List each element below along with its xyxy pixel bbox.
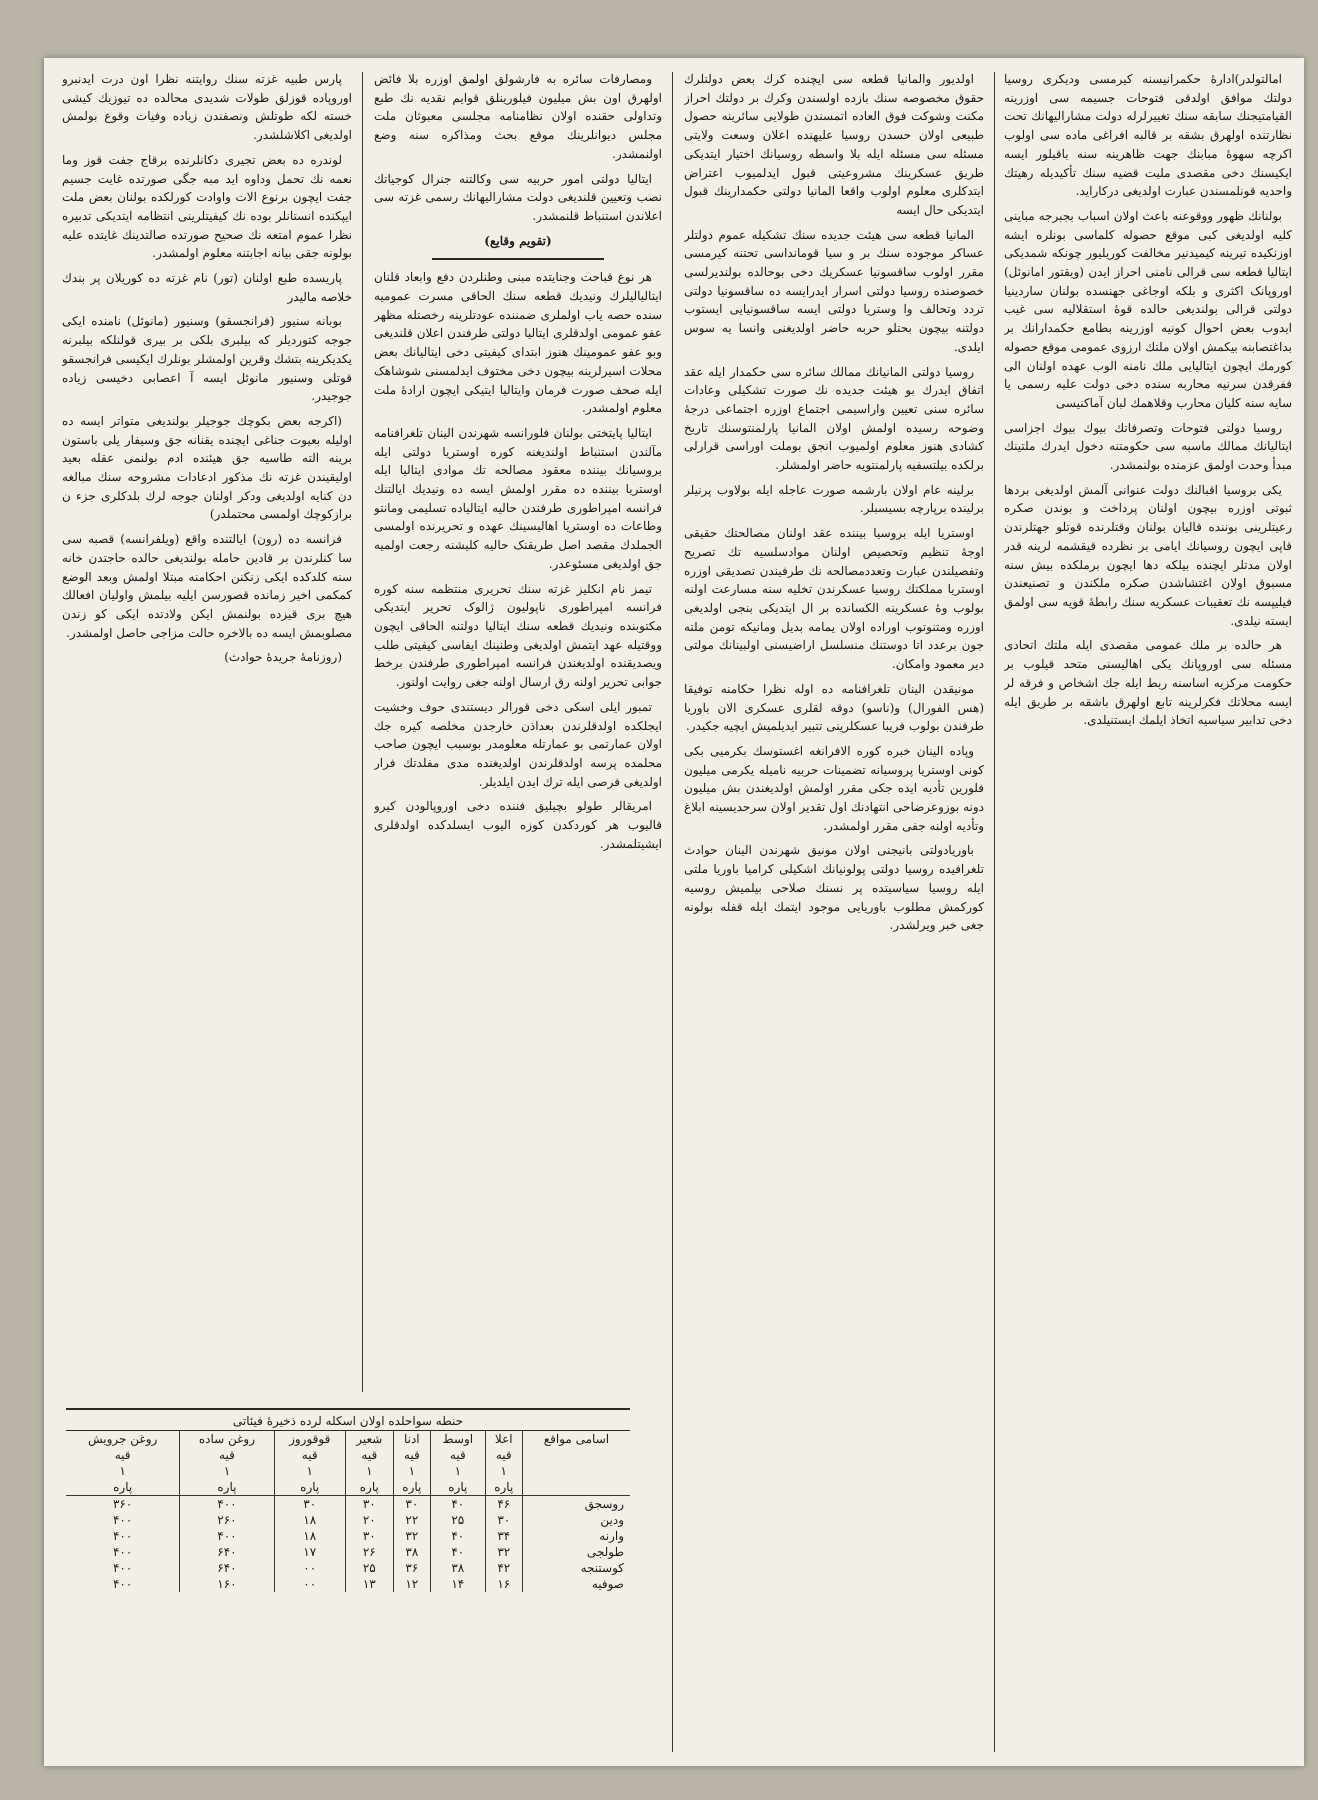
column-4 [62, 70, 352, 1390]
unit-cell [522, 1463, 630, 1479]
unit-cell [522, 1447, 630, 1463]
paragraph: بولنانك ظهور ووقوعنه باعث اولان اسباب بجبرجه مباینی کلیه اولدیغی کبی موقع حصوله کلماسی بونلره ایشه اوزنکیده تیرینه کیمیدنیر مخالفت کوریلیور چونکه شمدیکی ایتالیا قطعه سی قرالی نامنی احراز ایدن (ویقتور امانوئل) اوروپانک اکثری و بلکه اوجاغی جهنسده بولنان ساردینیا دولتی قرالی بولندیغی حالده قوهٔ استقلالیه سی غیب ایدوب بعض احوال کونیه اوزرینه بطامع حکمدارانك بر بداغتصابنه بیکمش اولان ملتك ارزوی عمومی موقع حصوله کورمك ایچون ایتالیایی ملك نامنه الوب عهده اولنان الی ففرقدن سرنیه محاربه سنده دخی دولت علیه رسمی یا سایه سنه کلیان محارب وقلاهمك لبان آماکنیسی [1004, 208, 1292, 410]
price-cell: ۲۲ [393, 1512, 430, 1528]
price-cell: ۰۰ [274, 1560, 345, 1576]
unit-cell: پاره [180, 1479, 274, 1496]
paragraph: (اکرجه بعض بکوچك جوجیلر بولندیغی متواتر ایسه ده اولیله بعیوت جناغی ایچنده یقنانه جق وسیفار یلی باستون برینه الته طاسیه جق هیئنده ادم بولنمی عقله بعید اولیقیندن غزته نك مذکور ادعادات مشروحه سنك مبالغه دن کنایه اولدیغی ودکر اولنان جوجه لرك بلدکلری جزء ن برازکوچك اولمسی محتملدر) [62, 413, 352, 522]
location-cell: صوفیه [522, 1576, 630, 1592]
price-cell: ۱۴ [430, 1576, 485, 1592]
price-cell: ۴۰ [430, 1496, 485, 1513]
price-cell: ۱۸ [274, 1512, 345, 1528]
price-cell: ۳۶ [393, 1560, 430, 1576]
price-cell: ۳۲ [393, 1528, 430, 1544]
unit-cell: پاره [485, 1479, 522, 1496]
paragraph: روسیا دولتی فتوحات وتصرفاتك بیوك بیوك اجزاسی ایتالیانك ممالك ماسبه سی حکومتنه دخول ایدرك ملتینك مبدأ وحدت اولمق عزمنده بولنمشدر. [1004, 420, 1292, 473]
unit-row [66, 1463, 630, 1479]
table-row [66, 1528, 630, 1544]
price-cell: ۱۶ [485, 1576, 522, 1592]
paragraph: (روزنامهٔ جریدهٔ حوادث) [224, 650, 342, 665]
column-header: ادنا [393, 1431, 430, 1447]
price-cell: ۲۵ [430, 1512, 485, 1528]
paragraph: المانیا قطعه سی هیئت جدیده سنك تشکیله عموم دولتلر عساکر موجوده سنك بر و سیا قومانداسی تحتنه کیرمسی مقرر اولوب ساقسونیا عسکریك دخی بوحالده بولندیرلسی خصوصنده روسیا دولتی اسرار ایدرایسه ده ساقسونیا دولتی تردد وتحالف وا وستریا دولتی ایسه ساقسونیایی ایستوب دولتنه بیچون بحتلو حربه حاضر اولدیغنی وانسا یه سوس ایلدی. [684, 227, 984, 354]
table-row [66, 1496, 630, 1513]
price-cell: ۴۰۰ [112, 1577, 133, 1591]
price-cell: ۳۰ [345, 1496, 393, 1513]
price-cell: ۳۲ [485, 1544, 522, 1560]
price-cell: ۱۸ [274, 1528, 345, 1544]
unit-row [66, 1479, 630, 1496]
unit-cell: قیه [393, 1447, 430, 1463]
column-1 [1004, 70, 1292, 1752]
unit-cell: پاره [66, 1479, 180, 1496]
location-cell: روسجق [522, 1496, 630, 1513]
unit-cell: پاره [393, 1479, 430, 1496]
paragraph: ایتالیا پایتختی بولنان فلورانسه شهرندن الینان تلغرافنامه مآلندن استنباط اولندیغنه کوره اوستریا دولتی ایله بروسیانك بیننده معقود مصالحه تك موادی ایتالیا ایله اوستریا بیننده ده مقرر اولمش ایسه ده ونیدیك ایالتنك فرانسه امپراطوری طرفندن حالیه ایتالیاده تسلیمی ومانتو وطاعات ده اوستریا اهالیسینك عهده و تحریرنده اولمسی الجملدك مقصد اصل طریقنک حالیه کلیشنه رجعت اولمیه جق اولدیغی مسئوعدر. [374, 425, 662, 571]
price-cell: ۳۰ [485, 1512, 522, 1528]
price-cell: ۳۸ [430, 1560, 485, 1576]
price-table-grid [66, 1431, 630, 1592]
price-cell: ۳۶۰ [112, 1497, 133, 1511]
paragraph: اولدیور والمانیا قطعه سی ایچنده کرك بعض دولتلرك حقوق مخصوصه سنك بازده اولسندن وکرك بر دولتك احراز مکنت وشوکت فوق العاده اتمسندن طولایی سائرینه حصول طبیعی اولان حسدن روسیا علیهنده اعلان وسعت ولایتی مسئله سی مسئله ایله بلا واسطه روسیانك اختیار ایتدیکی طریق عسکرینك مشروعیتی قبول ایدلمیوب اعتراض ایتدکلری معلوم اولوب واقعا المانیا دولتی حکمدارینك قبول ایتدیکی حال ایسه [684, 72, 984, 217]
price-cell: ۱۳ [345, 1576, 393, 1592]
paragraph: پارس طبیه غزته سنك روایتنه نظرا اون درت ایدنبرو اوروپاده قوزلق طولات شدیدی محالده ده تیوزیك کیشی خسته لکه طوتلش ونصفندن زیاده وفیات وقوع بولمش اولدیغی اکلاشلشدر. [62, 72, 352, 143]
column-header: اعلا [485, 1431, 522, 1447]
price-cell: ۴۲ [485, 1560, 522, 1576]
price-cell: ۴۰۰ [112, 1561, 133, 1575]
location-cell: ودین [522, 1512, 630, 1528]
price-cell: ۴۰ [430, 1528, 485, 1544]
column-3 [374, 70, 662, 1390]
location-cell: وارنه [522, 1528, 630, 1544]
paragraph: فرانسه ده (رون) ایالتنده واقع (ویلفرانسه) قصبه سی سا کنلرندن بر قادین حامله بولندیغی حالده حاجتدن خانه سنه کلدکده ایکی زنکنن احکامنه مبتلا اولمش وبعد الوضع کمکمی اخیر زمانده قصورسن ایلیه بیلمش واولیان افعالك هیچ بری قیزده بولنمش ایکن ولادتده ایکی کو زندن مصلوبمش ایسه ده بالاخره حالت مزاجی حاصل اولمشدر. [62, 532, 352, 640]
paragraph: ایتالیا دولتی امور حربیه سی وکالتنه جنرال کوجیاتك نصب وتعیین قلندیغی دولت مشارالیهانك رسمی غزته سی اعلاندن استنباط قلنمشدر. [374, 171, 662, 223]
paragraph: امالتولدر)ادارهٔ حکمرانیسنه کیرمسی ودیکری روسیا دولتك موافق اولدقی فتوحات جسیمه سی اوزرینه القیامتیجنك سابقه سنك تغییرلرله دولت مشارالیهانك تحت نظارتنده اولهرق بشقه بر قالبه افراغی ماده سی اولوب اکرچه سهوهٔ مبابنك جهت ظاهرینه سنه باقیلور ایسه ایکیسنك دخی مقصدی ملیت قضیه سنك تأکیدیله رهیتك واحدیه قونلمسندن عبارت اولدیغی درکاراید. [1004, 72, 1292, 199]
table-caption: حنطه سواحلده اولان اسکله لرده ذخیرهٔ فیئاتی [66, 1408, 630, 1431]
column-header: اسامی مواقع [522, 1431, 630, 1447]
column-rule [672, 72, 673, 1752]
price-cell: ۳۰ [393, 1496, 430, 1513]
table-row [66, 1560, 630, 1576]
unit-cell: ۱ [180, 1463, 274, 1479]
column-rule [362, 72, 363, 1392]
unit-cell: پاره [274, 1479, 345, 1496]
price-cell: ۲۵ [345, 1560, 393, 1576]
price-cell: ۲۶۰ [180, 1512, 274, 1528]
price-cell: ۲۶ [345, 1544, 393, 1560]
paragraph: امریقالر طولو بچیلیق فننده دخی اوروپالودن کیرو قالیوب هر کوردکدن کوزه الیوب ایسلدکده اولدقلری ایشیتلمشدر. [374, 799, 662, 851]
location-cell: کوستنجه [522, 1560, 630, 1576]
table-row [66, 1512, 630, 1528]
price-cell: ۳۴ [485, 1528, 522, 1544]
price-cell: ۴۶ [485, 1496, 522, 1513]
price-cell: ۴۰۰ [112, 1529, 133, 1543]
price-cell: ۳۸ [393, 1544, 430, 1560]
location-cell: طولجی [522, 1544, 630, 1560]
price-cell: ۰۰ [274, 1576, 345, 1592]
price-cell: ۴۰۰ [112, 1545, 133, 1559]
price-cell: ۴۰۰ [180, 1496, 274, 1513]
price-cell: ۴۰۰ [112, 1513, 133, 1527]
column-header: اوسط [430, 1431, 485, 1447]
price-cell: ۱۶۰ [180, 1576, 274, 1592]
unit-cell: قیه [114, 1448, 131, 1462]
paragraph: لوندره ده بعض تجیری دکانلرنده برقاج جفت قوز وما نعمه نك تحمل وداوه اید مبه جگی صورتده غایت جسیم جفت ایچون برنوع الات واوادت کورلکده بولنان بعض ملت ایپکنده انستانلر بوده نك کیفیتلرینی انتظامه ایتدیکی تدبیره نظرا عموم امتعه نك صحیح صورتده صالتدینك غایتده علیه بولونه جقی بیانه اجابتنه معلوم اولمشدر. [62, 152, 352, 261]
unit-cell: ۱ [274, 1463, 345, 1479]
unit-cell: ۱ [119, 1464, 126, 1478]
unit-cell: پاره [345, 1479, 393, 1496]
unit-cell: قیه [274, 1447, 345, 1463]
unit-row [66, 1447, 630, 1463]
paragraph: ومصارفات سائره به فارشولق اولمق اوزره بلا فائض اولهرق اون بش میلیون فیلورینلق قوایم نقدیه نك طبع وتداولی حقنده اولان نظامنامه مجلسی معبوثان ملت مجلس دیوانلرینك موقع بحث ومذاکره سنه وضع اولنمشدر. [374, 72, 662, 161]
unit-cell [522, 1479, 630, 1496]
unit-cell: قیه [345, 1447, 393, 1463]
unit-cell: قیه [430, 1447, 485, 1463]
price-cell: ۶۴۰ [180, 1544, 274, 1560]
paragraph: تیمز نام انکلیز غزته سنك تحریری منتظمه سنه کوره فرانسه امپراطوری ناپولیون ژالوک تحریر ایتدیکی مکتوبنده ونیدیك قطعه سنك ایتالیا دولتنه الحاقی ایچون ووقتیله عهد ایتمش اولدیغی وطنینك ایفاسی کیفیتی طلب ویصدیقنده اولدیغندن فرانسه امپراطوری طرفندن برخط جوابی تحریر اولنه رق ارسال اولنه جغی روایت اولنور. [374, 581, 662, 690]
column-header: روغن ساده [180, 1431, 274, 1447]
paragraph: مونیقدن الینان تلغرافنامه ده اوله نظرا حکامنه توفیقا (هس الفورال) و(ناسو) دوقه لقلری عسکری الان باوریا طرفندن بولوب فریبا عسکلرینی تتبیر ایدیلمیش ایچیه جکیدر. [684, 681, 984, 734]
unit-cell: ۱ [485, 1463, 522, 1479]
newspaper-page [44, 58, 1304, 1766]
column-2 [684, 70, 984, 1752]
column-header: روغن جرویش [88, 1432, 158, 1446]
unit-cell: ۱ [345, 1463, 393, 1479]
price-cell: ۲۰ [345, 1512, 393, 1528]
paragraph: اوستریا ایله بروسیا بیننده عقد اولنان مصالحتك حقیقی اوجهٔ تنظیم وتحصیص اولنان موادسلسیه تك تصریح وتفصیلندن عبارت وتعددمصالحه نك طرفیندن تصدیقی اوزره اوستریا مملکتك روسیا عسکرندن تخلیه سنه مسارعت اولنه بولوب وهٔ عسکرینه الکسانده بر ال ایتدیکی بنجی اولدیغی اوزره ومتنوتوب اوراده اولان یمامه بدیل ومانیکه تومن ملته جون برعدد اتا دوستنك منسلسل اراضیسنی اولبینانك مولتی دیر معمود وامکان. [684, 526, 984, 672]
paragraph: وپاده الینان خبره کوره الافرانغه اغستوسك بکرمیی بکی کونی اوستریا پروسیانه تضمینات حربیه نامیله یکرمی میلیون فلورین تأدیه ایده جکی مقرر اولمش اولدیغندن بش میلیون دونه بوزوعرضاحی انتهادنك اول تقدیر اولان سرحدیسینه ابلاغ وتأدیه اولنه جفی مقرر اولمشدر. [684, 743, 984, 833]
source-credit: (تقویم وقایع) [484, 233, 552, 248]
unit-cell: ۱ [393, 1463, 430, 1479]
unit-cell: قیه [485, 1447, 522, 1463]
unit-cell: قیه [180, 1447, 274, 1463]
unit-cell: پاره [430, 1479, 485, 1496]
column-header: شعیر [345, 1431, 393, 1447]
table-row [66, 1576, 630, 1592]
paragraph: روسیا دولتی المانیانك ممالك سائره سی حکمدار ایله عقد اتفاق ایدرك بو هیئت جدیده نك صورت تشکیلی وعادات سائره سنی تعیین واراسیمی اجتماع اوزره اجتماعی درجهٔ وضوحه رسیده اولمش اولان المانیا پارلمنتوسنك تاریخ کشادی هنوز معلوم اولمیوب انجق بوملت اوراسی قرارلی برلکده بیلتسفیه پارلمنتویه حاضر اولمشلر. [684, 364, 984, 473]
section-divider [432, 258, 605, 260]
paragraph: بوبانه سنیور (فرانجسقو) وسنیور (مانوئل) نامنده ایکی جوجه کتوردیلر که بیلبری بلکی بر بیری قولنلکه بیلبرنه یکدیکرینه بتشك وقرین اولمشلر بونلرك ایکیسی فرانجسقو قوتلی وسنیور مانوئل ایسه آ اعصابی دخیسی زیاده جوجیدر. [62, 314, 352, 404]
paragraph: هر حالده بر ملك عمومی مقصدی ایله ملتك اتحادی مسئله سی اوروپانك یکی اهالیسنی متحد قیلوب بر حکومت مركزیه اساسنه ربط ایله جك اشخاص و فرقه لر ایسه محلاتك فكرلرینه تابع اولهرق باشقه بر طریق ایله دخی تدابیر سیاسیه اتخاذ ایلمك ایستنیلدی. [1004, 638, 1292, 728]
paragraph: یکی بروسیا اقبالنك دولت عنوانی آلمش اولدیغی بردها ثبوتی اوزره بیچون اولنان پرداخت و بوندن صکره رعیتلرینی بوننده قالیان بولنان وقتلرنده قوتلو جهتلرندن قاپی ایچون روسیانك ایامی بر نظرده قیقشمه لرینه قدر اولان مدتلر ایچنده بیلکه دها ایچون برملکده بیش سنه مسبوق اولان اغتشاشدن صکره ملکندن و تصنیعندن فیلیپسه نك تعقیبات عسکریه سنك رابطهٔ قویه سی اولمق ایسته نیلدی. [1004, 482, 1292, 628]
price-cell: ۱۷ [274, 1544, 345, 1560]
price-cell: ۳۰ [345, 1528, 393, 1544]
paragraph: باوریادولتی بانیجنی اولان مونیق شهرندن الینان حوادث تلغرافیده روسیا دولتی پولونیانك اشکیلی کرامیا باوریا ملتی ایله روسیا سیاسیتده پر نسنك صلاحی بیلمیش روسیه کورکمش مطلوب باوریایی موجود ایتمك ایله قفله بولونه جغی خبر ویرلشدر. [684, 843, 984, 933]
column-rule [994, 72, 995, 1752]
table-row [66, 1544, 630, 1560]
paragraph: برلینه عام اولان بارشمه صورت عاجله ایله بولاوب پرنیلر برلینده برپارچه بسیسبلر. [684, 482, 984, 516]
price-cell: ۳۰ [274, 1496, 345, 1513]
paragraph: پاریسده طبع اولنان (تور) نام غزته ده کوریلان پر بندك خلاصه مالیدر [62, 271, 352, 304]
price-cell: ۶۴۰ [180, 1560, 274, 1576]
paragraph: تمبور ایلی اسکی دخی قورالر دیستندی حوف وخشیت ایجلکده اولدقلرندن بعداذن خارجدن مخلصه کیره جك اولان عمارتمی بو عمارتله معلومدر بوسبب ایچون صاحب محلمده پرسه اولدقلرندن اولدیغنده مدی مفلدتك فرار اولدیغی فرصی ایله ترك ایدن ایلدیلر. [374, 699, 662, 789]
price-cell: ۱۲ [393, 1576, 430, 1592]
column-header: قوقوروز [274, 1431, 345, 1447]
unit-cell: ۱ [430, 1463, 485, 1479]
paragraph: هر نوع قباحت وجنایتده مبنی وطنلردن دفع وابعاد قلنان ایتالیالیلرك ونیدیك قطعه سنك الحاقی مسرت عمومیه سنده حصه یاب اولملری ضمننده عودتلرینه رخصتله مظهر عفو عمومی اولدقلری ایتالیا دولتی طرفندن اعلان قلندیغی وبو عفو عمومینك هنوز ابتدای کیفیتی دخی ایتالیانك بعض محلات اسیرلرینه بیچون دخی مختوف ایدلمسنی شوشاهک ایله صحف صورت فرمان وایتالیا ایتیکی ایچون ارادهٔ ملت معلوم اولمشدر. [374, 270, 662, 416]
grain-price-table [66, 1408, 630, 1658]
price-cell: ۴۰ [430, 1544, 485, 1560]
price-cell: ۴۰۰ [180, 1528, 274, 1544]
